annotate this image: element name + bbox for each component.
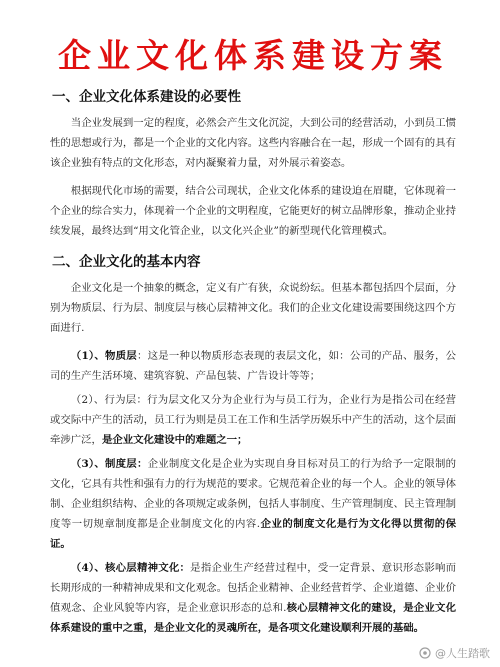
paragraph-system-layer [50, 454, 456, 554]
label-core-layer: （4）、核心层精神文化： [70, 562, 191, 574]
paragraph-content-intro: 企业文化是一个抽象的概念，定义有广有狭，众说纷纭。但基本都包括四个层面，分别为物质层、行为层、制度层与核心层精神文化。我们的企业文化建设需要围绕这四个方面进行. [50, 282, 456, 334]
watermark-text: @人生踏歌 [435, 647, 490, 660]
page-title: 企业文化体系建设方案 [58, 36, 448, 75]
paragraph-behavior-layer [50, 390, 456, 450]
text-behavior-layer: 行为层文化又分为企业行为与员工行为，企业行为是指公司在经营或交际中产生的活动，员工行为则是员工在工作和生活学历娱乐中产生的活动，这个层面牵涉广泛， [50, 394, 456, 446]
label-system-layer: （3）、制度层： [70, 458, 148, 470]
paragraph-necessity-1: 当企业发展到一定的程度，必然会产生文化沉淀，大到公司的经营活动，小到员工惯性的思想或行为，都是一个企业的文化内容。这些内容融合在一起，形成一个固有的具有该企业独有特点的文化形态，对内凝聚着力量，对外展示着姿态。 [50, 117, 456, 169]
text-material-layer: ：这是一种以物质形态表现的表层文化，如：公司的产品、服务，公司的生产生活环境、建筑容貌、产品包装、广告设计等等； [50, 350, 457, 382]
bold-core-layer: 核心层精神文化的建设，是企业文化体系建设的重中之重，是企业文化的灵魂所在，是各项文化建设顺利开展的基础。 [50, 602, 456, 634]
text-core-layer: 是指企业生产经营过程中，受一定背景、意识形态影响而长期形成的一种精神成果和文化观念。包括企业精神、企业经营哲学、企业道德、企业价值观念、企业风貌等内容，是企业意识形态的总和. [50, 562, 457, 614]
text-system-layer: 企业制度文化是企业为实现自身目标对员工的行为给予一定限制的文化，它具有共性和强有力的行为规范的要求。它规范着企业的每一个人。企业的领导体制、企业组织结构、企业的各项规定或条例，包括人事制度、生产管理制度、民主管理制度等一切规章制度都是企业制度文化的内容. [50, 458, 457, 530]
watermark [419, 645, 490, 661]
label-material-layer: （1）、物质层 [70, 350, 137, 362]
section-heading-content: 二、企业文化的基本内容 [52, 254, 201, 270]
paragraph-material-layer [50, 346, 456, 386]
paragraph-necessity-2: 根据现代化市场的需要，结合公司现状，企业文化体系的建设迫在眉睫，它体现着一个企业的综合实力，体现着一个企业的文明程度，它能更好的树立品牌形象，推动企业持续发展，最终达到“用文化管企业，以文化兴企业”的新型现代化管理模式。 [50, 185, 456, 237]
bold-system-layer: 企业的制度文化是行为文化得以贯彻的保证。 [50, 518, 456, 550]
label-behavior-layer: （2）、行为层： [70, 394, 148, 406]
watermark-logo-icon [419, 647, 431, 659]
paragraph-core-layer [50, 558, 456, 638]
section-heading-necessity: 一、企业文化体系建设的必要性 [52, 89, 241, 105]
bold-behavior-layer: 是企业文化建设中的难题之一； [101, 434, 248, 446]
